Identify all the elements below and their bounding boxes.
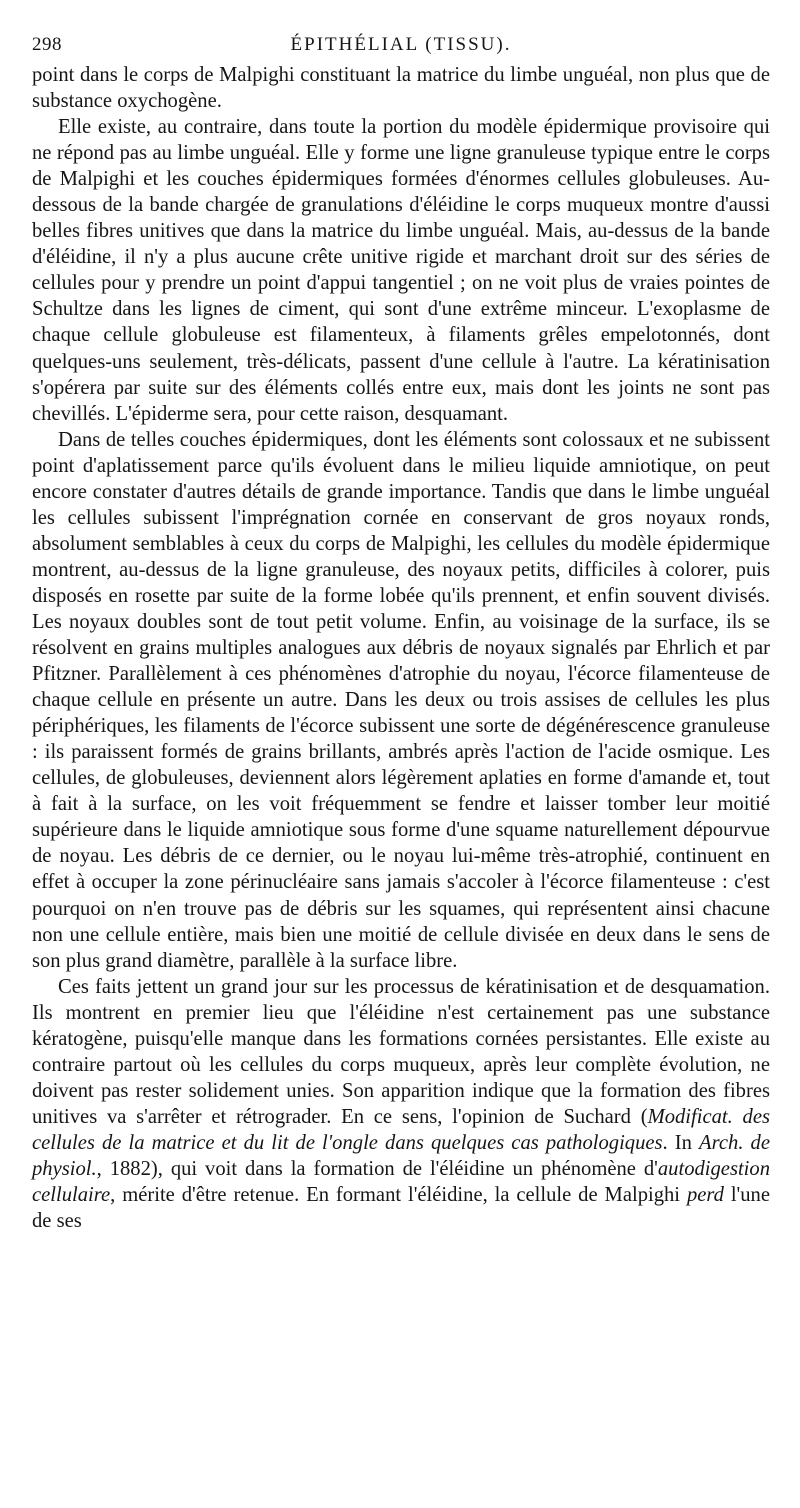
text-run: Elle existe, au contraire, dans toute la portion du modèle épidermique provisoire qui ne répond pas au limbe unguéal. Elle y forme une ligne granuleuse typique entre le corps de Malpighi et les couches épidermiques formées d'énormes cellules globuleuses. Au-dessous de la bande chargée de granulations d'éléidine le corps muqueux montre d'aussi belles fibres unitives que dans la matrice du limbe unguéal. Mais, au-dessus de la bande d'éléidine, il n'y a plus aucune crête unitive rigide et marchant droit sur des séries de cellules pour y prendre un point d'appui tangentiel ; on ne voit plus de vraies pointes de Schultze dans les lignes de ciment, qui sont d'une extrême minceur. L'exoplasme de chaque cellule globuleuse est filamenteux, à filaments grêles empelotonnés, dont quelques-uns seulement, très-délicats, passent d'une cellule à l'autre. La kératinisation s'opérera par suite sur des éléments collés entre eux, mais dont les joints ne sont pas chevillés. L'épiderme sera, pour cette raison, desquamant. [32,116,770,425]
running-header [32,28,770,62]
italic-text: Arch. de physiol. [32,1131,770,1180]
italic-text: perd [686,1184,724,1207]
text-run: . In [662,1131,700,1154]
text-run: point dans le corps de Malpighi constituant la matrice du limbe unguéal, non plus que de substance oxychogène. [32,64,770,113]
italic-text: autodigestion cellulaire [32,1157,770,1207]
text-run: , 1882), qui voit dans la formation de l'éléidine un phénomène d' [96,1157,658,1180]
paragraph [32,974,770,1234]
text-run: Dans de telles couches épidermiques, dont les éléments sont colossaux et ne subissent point d'aplatissement parce qu'ils évoluent dans le milieu liquide amniotique, on peut encore constater d'autres détails de grande importance. Tandis que dans le limbe unguéal les cellules subissent l'imprégnation cornée en conservant de gros noyaux ronds, absolument semblables à ceux du corps de Malpighi, les cellules du modèle épidermique montrent, au-dessus de la ligne granuleuse, des noyaux petits, difficiles à colorer, puis disposés en rosette par suite de la forme lobée qu'ils prennent, et enfin souvent divisés. Les noyaux doubles sont de tout petit volume. Enfin, au voisinage de la surface, ils se résolvent en grains multiples analogues aux débris de noyaux signalés par Ehrlich et par Pfitzner. Parallèlement à ces phénomènes d'atrophie du noyau, l'écorce filamenteuse de chaque cellule en présente un autre. Dans les deux ou trois assises de cellules les plus périphériques, les filaments de l'écorce subissent une sorte de dégénérescence granuleuse : ils paraissent formés de grains brillants, ambrés après l'action de l'acide osmique. Les cellules, de globuleuses, deviennent alors légèrement aplaties en forme d'amande et, tout à fait à la surface, on les voit fréquemment se fendre et laisser tomber leur moitié supérieure dans le liquide amniotique sous forme d'une squame naturellement dépourvue de noyau. Les débris de ce dernier, ou le noyau lui-même très-atrophié, continuent en effet à occuper la zone périnucléaire sans jamais s'accoler à l'écorce filamenteuse : c'est pourquoi on n'en trouve pas de débris sur les squames, qui représentent ainsi chacune non une cellule entière, mais bien une moitié de cellule divisée en deux dans le sens de son plus grand diamètre, parallèle à la surface libre. [32,428,770,972]
paragraph [32,114,770,427]
document-page [32,28,770,1234]
italic-text: Modificat. des cellules de la matrice et du lit de l'ongle dans quelques cas pathologiques [32,1105,770,1154]
page-number: 298 [32,34,62,55]
running-title: ÉPITHÉLIAL (TISSU). [290,34,512,55]
text-run: l'une de ses [32,1184,770,1233]
text-run: Ces faits jettent un grand jour sur les processus de kératinisation et de desquamation. Ils montrent en premier lieu que l'éléidine n'est certainement pas une substance kératogène, puisqu'elle manque dans les formations cornées persistantes. Elle existe au contraire partout où les cellules du corps muqueux, après leur complète évolution, ne doivent pas rester solidement unies. Son apparition indique que la formation des fibres unitives va s'arrêter et rétrograder. En ce sens, l'opinion de Suchard ( [32,975,770,1128]
text-run: , mérite d'être retenue. En formant l'éléidine, la cellule de Malpighi [110,1184,687,1207]
article-body [32,62,770,1234]
paragraph [32,62,770,114]
paragraph [32,427,770,974]
